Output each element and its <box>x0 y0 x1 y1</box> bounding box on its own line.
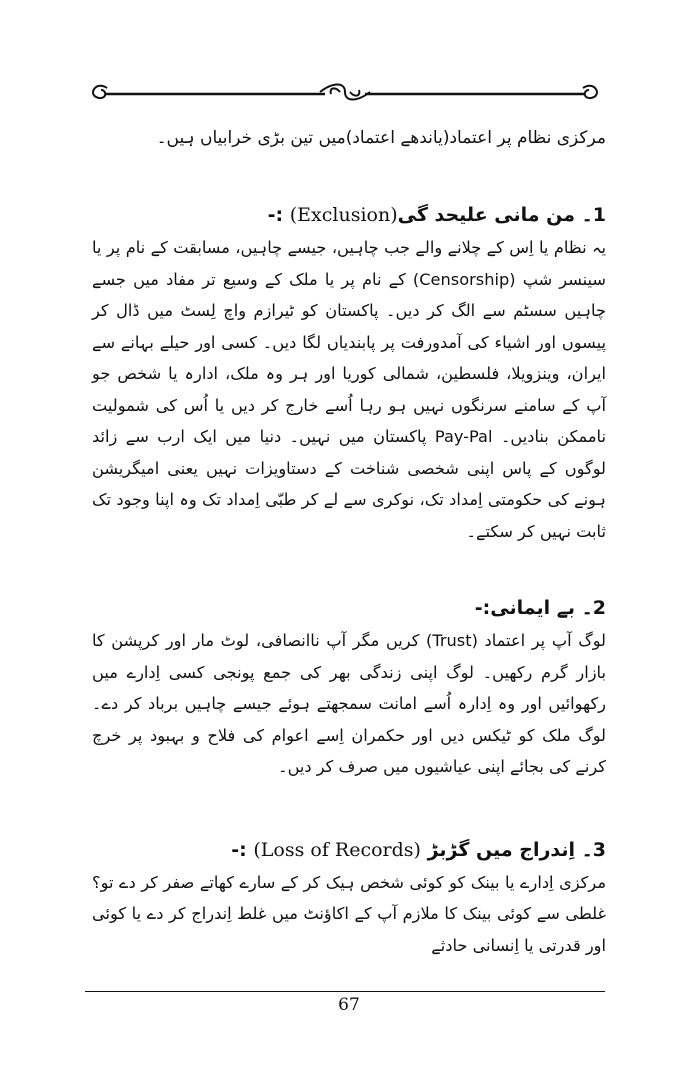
section-1-heading <box>92 198 606 232</box>
header-ornament <box>85 74 605 108</box>
section-1-heading-english: (Exclusion) <box>289 204 398 226</box>
section-2-text: لوگ آپ پر اعتماد (Trust) کریں مگر آپ ناانصافی، لوٹ مار اور کرپشن کا بازار گرم رکھیں۔ لوگ اپنی زندگی بھر کی جمع پونجی کسی اِدارے میں رکھوائیں اور وہ اِدارہ اُسے امانت سمجھتے ہوئے جیسے چاہیں برباد کر دے۔ لوگ ملک کو ٹیکس دیں اور حکمران اِسے اعوام کی فلاح و بہبود پر خرچ کرنے کی بجائے اپنی عیاشیوں میں صرف کر دیں۔ <box>92 631 606 776</box>
page-number: 67 <box>338 995 360 1015</box>
section-3-heading-urdu: 3۔ اِندراج میں گڑبڑ <box>427 838 606 861</box>
section-1-heading-urdu: 1۔ من مانی علیحد گی <box>397 204 606 226</box>
footer-divider <box>85 991 605 992</box>
section-1-text: یہ نظام یا اِس کے چلانے والے جب چاہیں، جیسے چاہیں، مسابقت کے نام پر یا سینسر شپ (Censorship) کے نام پر یا ملک کے وسیع تر مفاد میں جسے چاہیں سسٹم سے الگ کر دیں۔ پاکستان کو ٹیرازم واچ لِسٹ میں ڈال کر پیسوں اور اشیاء کی آمدورفت پر پابندیاں لگا دیں۔ کسی اور حیلے بہانے سے ایران، وینزویلا، فلسطین، شمالی کوریا اور ہر وہ ملک، ادارہ یا شخص جو آپ کے سامنے سرنگوں نہیں ہو رہا اُسے خارج کر دیں یا اُس کی شمولیت ناممکن بنادیں۔ Pay-Pal پاکستان میں نہیں۔ دنیا میں ایک ارب سے زائد لوگوں کے پاس اپنی شخصی شناخت کے دستاویزات نہیں یعنی امیگریشن ہونے کی حکومتی اِمداد تک، نوکری سے لے کر طبّی اِمداد تک وہ اپنا وجود تک ثابت نہیں کر سکتے۔ <box>92 238 606 541</box>
section-2-heading <box>92 591 606 625</box>
intro-paragraph: مرکزی نظام پر اعتماد(یاندھے اعتماد)میں تین بڑی خرابیاں ہیں۔ <box>156 128 606 148</box>
section-3-text: مرکزی اِدارے یا بینک کو کوئی شخص ہیک کر کے سارے کھاتے صفر کر دے تو؟ غلطی سے کوئی بینک کا ملازم آپ کے اکاؤنٹ میں غلط اِندراج کر دے یا کوئی اور قدرتی یا اِنسانی حادثے <box>92 872 606 955</box>
page-content <box>92 120 606 961</box>
section-2-heading-urdu: 2۔ بے ایمانی <box>490 597 606 619</box>
section-2-heading-suffix: :- <box>474 597 491 619</box>
section-3-heading-suffix: :- <box>231 838 247 861</box>
section-3-heading <box>92 833 606 867</box>
section-3-heading-english: (Loss of Records) <box>253 838 421 861</box>
section-1-heading-suffix: :- <box>267 204 284 226</box>
